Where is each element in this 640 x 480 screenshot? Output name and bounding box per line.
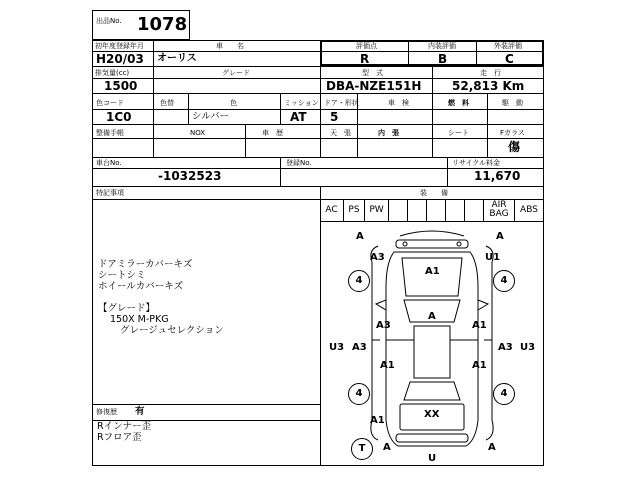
spare-tire: T: [351, 438, 373, 460]
manual-label: 整備手帳: [96, 129, 124, 137]
chassis-value: -1032523: [158, 169, 222, 183]
mark-front-right: U1: [485, 252, 501, 263]
note-line: 150X M-PKG: [110, 314, 169, 325]
repair-label: 修復歴: [96, 408, 117, 416]
mark-right-pillar: A3: [498, 342, 513, 353]
tire-front-left: 4: [348, 270, 370, 292]
mark-front-left: A3: [370, 252, 385, 263]
note-line: グレージュセレクション: [120, 325, 224, 336]
mark-rear-under: U: [428, 453, 437, 464]
tire-rear-right: 4: [493, 383, 515, 405]
color-code-label: 色コード: [96, 99, 124, 107]
exterior-score-value: C: [505, 52, 514, 66]
repair-value: 有: [135, 406, 145, 417]
mark-left-rear-door: A1: [380, 360, 395, 371]
nox-label: NOX: [190, 129, 206, 137]
mark-rear-left: A1: [370, 415, 385, 426]
mileage-value: 52,813 Km: [452, 79, 525, 93]
equipment-item: AIR BAG: [484, 199, 515, 221]
score-label: 評価点: [356, 42, 377, 50]
color-swatch-label: 色替: [160, 99, 174, 107]
recycle-value: 11,670: [474, 169, 521, 183]
glass-label: Fガラス: [500, 129, 525, 137]
mark-right-sill: U3: [520, 342, 536, 353]
reg-label: 登録No.: [286, 159, 312, 167]
grade-label: グレード: [222, 69, 250, 77]
mark-right-rear-door: A1: [472, 360, 487, 371]
car-name-value: オーリス: [157, 53, 197, 64]
mileage-label: 走 行: [480, 69, 501, 77]
tire-front-right: 4: [493, 270, 515, 292]
note-line: ホイールカバーキズ: [98, 281, 184, 292]
recycle-label: リサイクル料金: [452, 159, 501, 167]
model-value: DBA-NZE151H: [326, 79, 422, 93]
mark-left-pillar: A3: [352, 342, 367, 353]
first-reg-value: H20/03: [96, 52, 144, 66]
fuel-label: 燃 料: [448, 99, 469, 107]
note-line: シートシミ: [98, 270, 146, 281]
glass-value: 傷: [508, 140, 521, 154]
chassis-label: 車台No.: [96, 159, 122, 167]
exterior-score-label: 外装評価: [494, 42, 522, 50]
note-line: 【グレード】: [98, 303, 156, 314]
color-code-value: 1C0: [106, 110, 132, 124]
lot-number: 1078: [137, 14, 188, 35]
equipment-label: 装 備: [420, 189, 448, 197]
equipment-item: PW: [365, 199, 389, 221]
mark-top-right: A: [496, 231, 504, 242]
tire-rear-left: 4: [348, 383, 370, 405]
drive-label: 駆 動: [502, 99, 523, 107]
mark-trunk: XX: [424, 409, 440, 420]
doors-value: 5: [330, 110, 339, 124]
displacement-value: 1500: [104, 79, 138, 93]
equipment-item: AC: [320, 199, 344, 221]
mark-rear-bumper-left: A: [383, 442, 391, 453]
notes-label: 特記事項: [96, 189, 124, 197]
equipment-item: ABS: [515, 199, 544, 221]
car-name-label: 車 名: [216, 42, 244, 50]
sunroof-label: 天 張: [330, 129, 351, 137]
score-value: R: [360, 52, 370, 66]
first-reg-label: 初年度登録年月: [95, 42, 144, 50]
repair-line: Rフロア歪: [97, 432, 142, 443]
transmission-value: AT: [290, 110, 307, 124]
repair-line: Rインナー歪: [97, 421, 152, 432]
mark-left-sill: U3: [329, 342, 345, 353]
seat-label: シート: [448, 129, 469, 137]
interior-score-label: 内装評価: [428, 42, 456, 50]
equipment-item: PS: [344, 199, 365, 221]
mark-rear-bumper-right: A: [488, 442, 496, 453]
note-line: ドアミラーカバーキズ: [98, 259, 193, 270]
mark-roof: A: [428, 311, 436, 322]
interior-score-value: B: [438, 52, 448, 66]
mark-left-front-door: A3: [376, 320, 391, 331]
mark-top-left: A: [356, 231, 364, 242]
color-value: シルバー: [192, 111, 230, 122]
history-label: 車 歴: [262, 129, 283, 137]
capacity-label: 車 検: [388, 99, 409, 107]
mark-hood: A1: [425, 266, 440, 277]
displacement-label: 排気量(cc): [95, 69, 130, 77]
color-label: 色: [230, 99, 237, 107]
model-label: 型 式: [362, 69, 383, 77]
transmission-label: ミッション: [284, 99, 319, 107]
doors-label: ドア・形状: [324, 99, 359, 107]
lot-number-label: 出品No.: [96, 17, 122, 25]
mark-right-front-door: A1: [472, 320, 487, 331]
interior-trim-label: 内 張: [378, 129, 399, 137]
